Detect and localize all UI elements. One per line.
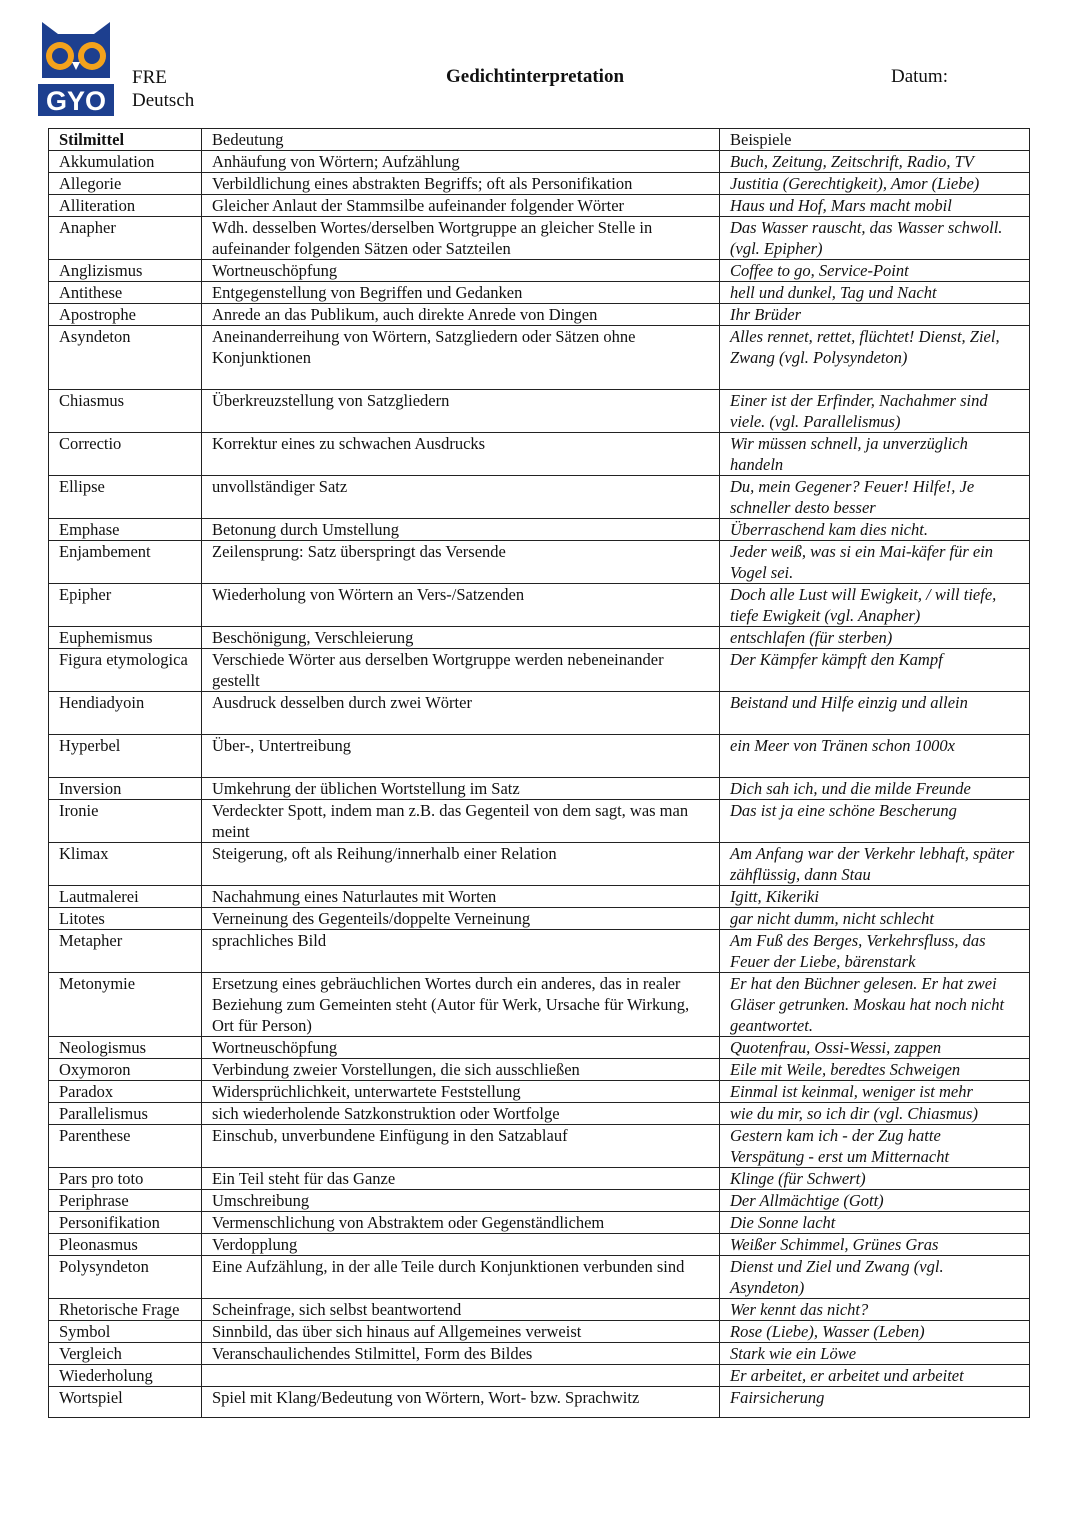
- bedeutung-cell: Ein Teil steht für das Ganze: [202, 1168, 720, 1190]
- bedeutung-cell: Zeilensprung: Satz überspringt das Versende: [202, 541, 720, 584]
- bedeutung-cell: sprachliches Bild: [202, 930, 720, 973]
- beispiel-cell: Am Fuß des Berges, Verkehrsfluss, das Feuer der Liebe, bärenstark: [720, 930, 1030, 973]
- stilmittel-cell: Parallelismus: [49, 1103, 202, 1125]
- beispiel-cell: Gestern kam ich - der Zug hatte Verspätung - erst um Mitternacht: [720, 1125, 1030, 1168]
- table-row: [49, 649, 1030, 692]
- stilmittel-cell: Pars pro toto: [49, 1168, 202, 1190]
- beispiel-cell: Du, mein Gegener? Feuer! Hilfe!, Je schneller desto besser: [720, 476, 1030, 519]
- table-row: [49, 1037, 1030, 1059]
- bedeutung-cell: Steigerung, oft als Reihung/innerhalb einer Relation: [202, 843, 720, 886]
- bedeutung-cell: Sinnbild, das über sich hinaus auf Allgemeines verweist: [202, 1321, 720, 1343]
- table-header-row: [49, 129, 1030, 151]
- table-row: [49, 1256, 1030, 1299]
- table-row: [49, 1387, 1030, 1418]
- bedeutung-cell: [202, 1365, 720, 1387]
- bedeutung-cell: Scheinfrage, sich selbst beantwortend: [202, 1299, 720, 1321]
- page-title: Gedichtinterpretation: [446, 66, 625, 87]
- table-row: [49, 260, 1030, 282]
- bedeutung-cell: Umkehrung der üblichen Wortstellung im Satz: [202, 778, 720, 800]
- table-row: [49, 476, 1030, 519]
- bedeutung-cell: unvollständiger Satz: [202, 476, 720, 519]
- stilmittel-cell: Apostrophe: [49, 304, 202, 326]
- stilmittel-cell: Chiasmus: [49, 390, 202, 433]
- beispiel-cell: Wer kennt das nicht?: [720, 1299, 1030, 1321]
- table-row: [49, 151, 1030, 173]
- school-code: FRE: [132, 67, 167, 88]
- stilmittel-cell: Antithese: [49, 282, 202, 304]
- stilmittel-cell: Figura etymologica: [49, 649, 202, 692]
- bedeutung-cell: Überkreuzstellung von Satzgliedern: [202, 390, 720, 433]
- table-row: [49, 1365, 1030, 1387]
- stilmittel-cell: Euphemismus: [49, 627, 202, 649]
- table-row: [49, 908, 1030, 930]
- beispiel-cell: Eile mit Weile, beredtes Schweigen: [720, 1059, 1030, 1081]
- stilmittel-cell: Wortspiel: [49, 1387, 202, 1418]
- bedeutung-cell: Vermenschlichung von Abstraktem oder Gegenständlichem: [202, 1212, 720, 1234]
- stilmittel-cell: Akkumulation: [49, 151, 202, 173]
- bedeutung-cell: Ersetzung eines gebräuchlichen Wortes durch ein anderes, das in realer Beziehung zum Gemeinten steht (Autor für Werk, Ursache für Wirkung, Ort für Person): [202, 973, 720, 1037]
- bedeutung-cell: Verneinung des Gegenteils/doppelte Verneinung: [202, 908, 720, 930]
- stilmittel-cell: Inversion: [49, 778, 202, 800]
- column-header-bedeutung: Bedeutung: [202, 129, 720, 151]
- beispiel-cell: Klinge (für Schwert): [720, 1168, 1030, 1190]
- stilmittel-cell: Symbol: [49, 1321, 202, 1343]
- table-row: [49, 735, 1030, 778]
- stilmittel-cell: Metonymie: [49, 973, 202, 1037]
- beispiel-cell: Alles rennet, rettet, flüchtet! Dienst, Ziel, Zwang (vgl. Polysyndeton): [720, 326, 1030, 390]
- beispiel-cell: Ihr Brüder: [720, 304, 1030, 326]
- beispiel-cell: Am Anfang war der Verkehr lebhaft, später zähflüssig, dann Stau: [720, 843, 1030, 886]
- bedeutung-cell: Wortneuschöpfung: [202, 1037, 720, 1059]
- owl-logo: [36, 18, 116, 118]
- table-row: [49, 195, 1030, 217]
- stilmittel-cell: Oxymoron: [49, 1059, 202, 1081]
- table-row: [49, 1212, 1030, 1234]
- bedeutung-cell: Wortneuschöpfung: [202, 260, 720, 282]
- stilmittel-cell: Emphase: [49, 519, 202, 541]
- bedeutung-cell: Beschönigung, Verschleierung: [202, 627, 720, 649]
- beispiel-cell: ein Meer von Tränen schon 1000x: [720, 735, 1030, 778]
- stilmittel-cell: Vergleich: [49, 1343, 202, 1365]
- beispiel-cell: Rose (Liebe), Wasser (Leben): [720, 1321, 1030, 1343]
- table-row: [49, 800, 1030, 843]
- bedeutung-cell: Aneinanderreihung von Wörtern, Satzgliedern oder Sätzen ohne Konjunktionen: [202, 326, 720, 390]
- stilmittel-cell: Neologismus: [49, 1037, 202, 1059]
- stilmittel-cell: Epipher: [49, 584, 202, 627]
- table-row: [49, 930, 1030, 973]
- stilmittel-cell: Allegorie: [49, 173, 202, 195]
- stilmittel-cell: Litotes: [49, 908, 202, 930]
- bedeutung-cell: Verbildlichung eines abstrakten Begriffs; oft als Personifikation: [202, 173, 720, 195]
- table-row: [49, 1299, 1030, 1321]
- stilmittel-cell: Rhetorische Frage: [49, 1299, 202, 1321]
- bedeutung-cell: Spiel mit Klang/Bedeutung von Wörtern, Wort- bzw. Sprachwitz: [202, 1387, 720, 1418]
- stilmittel-cell: Hyperbel: [49, 735, 202, 778]
- table-row: [49, 692, 1030, 735]
- table-row: [49, 1125, 1030, 1168]
- table-row: [49, 584, 1030, 627]
- table-row: [49, 1234, 1030, 1256]
- stilmittel-cell: Alliteration: [49, 195, 202, 217]
- beispiel-cell: Der Kämpfer kämpft den Kampf: [720, 649, 1030, 692]
- bedeutung-cell: sich wiederholende Satzkonstruktion oder Wortfolge: [202, 1103, 720, 1125]
- beispiel-cell: Fairsicherung: [720, 1387, 1030, 1418]
- table-row: [49, 217, 1030, 260]
- beispiel-cell: hell und dunkel, Tag und Nacht: [720, 282, 1030, 304]
- subject: Deutsch: [132, 90, 195, 111]
- beispiel-cell: Coffee to go, Service-Point: [720, 260, 1030, 282]
- stilmittel-cell: Ironie: [49, 800, 202, 843]
- bedeutung-cell: Gleicher Anlaut der Stammsilbe aufeinander folgender Wörter: [202, 195, 720, 217]
- beispiel-cell: Beistand und Hilfe einzig und allein: [720, 692, 1030, 735]
- stilmittel-cell: Polysyndeton: [49, 1256, 202, 1299]
- bedeutung-cell: Verbindung zweier Vorstellungen, die sich ausschließen: [202, 1059, 720, 1081]
- stilmittel-cell: Paradox: [49, 1081, 202, 1103]
- bedeutung-cell: Wiederholung von Wörtern an Vers-/Satzenden: [202, 584, 720, 627]
- table-row: [49, 390, 1030, 433]
- table-row: [49, 1103, 1030, 1125]
- bedeutung-cell: Verdopplung: [202, 1234, 720, 1256]
- bedeutung-cell: Ausdruck desselben durch zwei Wörter: [202, 692, 720, 735]
- beispiel-cell: Der Allmächtige (Gott): [720, 1190, 1030, 1212]
- table-row: [49, 282, 1030, 304]
- bedeutung-cell: Verschiede Wörter aus derselben Wortgruppe werden nebeneinander gestellt: [202, 649, 720, 692]
- stilmittel-cell: Wiederholung: [49, 1365, 202, 1387]
- column-header-stilmittel: Stilmittel: [49, 129, 202, 151]
- bedeutung-cell: Umschreibung: [202, 1190, 720, 1212]
- stilmittel-cell: Metapher: [49, 930, 202, 973]
- bedeutung-cell: Korrektur eines zu schwachen Ausdrucks: [202, 433, 720, 476]
- beispiel-cell: Haus und Hof, Mars macht mobil: [720, 195, 1030, 217]
- beispiel-cell: Dich sah ich, und die milde Freunde: [720, 778, 1030, 800]
- table-row: [49, 1081, 1030, 1103]
- beispiel-cell: Das Wasser rauscht, das Wasser schwoll. (vgl. Epipher): [720, 217, 1030, 260]
- table-row: [49, 1190, 1030, 1212]
- beispiel-cell: Quotenfrau, Ossi-Wessi, zappen: [720, 1037, 1030, 1059]
- beispiel-cell: Einer ist der Erfinder, Nachahmer sind viele. (vgl. Parallelismus): [720, 390, 1030, 433]
- beispiel-cell: Das ist ja eine schöne Bescherung: [720, 800, 1030, 843]
- beispiel-cell: entschlafen (für sterben): [720, 627, 1030, 649]
- beispiel-cell: Er arbeitet, er arbeitet und arbeitet: [720, 1365, 1030, 1387]
- beispiel-cell: Die Sonne lacht: [720, 1212, 1030, 1234]
- beispiel-cell: Dienst und Ziel und Zwang (vgl. Asyndeton): [720, 1256, 1030, 1299]
- table-row: [49, 519, 1030, 541]
- stilmittel-cell: Pleonasmus: [49, 1234, 202, 1256]
- stilmittel-cell: Asyndeton: [49, 326, 202, 390]
- stilmittel-cell: Hendiadyoin: [49, 692, 202, 735]
- beispiel-cell: Igitt, Kikeriki: [720, 886, 1030, 908]
- stilmittel-cell: Ellipse: [49, 476, 202, 519]
- bedeutung-cell: Einschub, unverbundene Einfügung in den Satzablauf: [202, 1125, 720, 1168]
- table-row: [49, 1059, 1030, 1081]
- bedeutung-cell: Betonung durch Umstellung: [202, 519, 720, 541]
- table-row: [49, 973, 1030, 1037]
- stilmittel-cell: Enjambement: [49, 541, 202, 584]
- bedeutung-cell: Eine Aufzählung, in der alle Teile durch Konjunktionen verbunden sind: [202, 1256, 720, 1299]
- beispiel-cell: Er hat den Büchner gelesen. Er hat zwei Gläser getrunken. Moskau hat noch nicht geantwortet.: [720, 973, 1030, 1037]
- stilmittel-cell: Correctio: [49, 433, 202, 476]
- stilmittel-cell: Parenthese: [49, 1125, 202, 1168]
- table-row: [49, 541, 1030, 584]
- beispiel-cell: Weißer Schimmel, Grünes Gras: [720, 1234, 1030, 1256]
- stilmittel-cell: Anapher: [49, 217, 202, 260]
- page-header: [0, 0, 1080, 125]
- bedeutung-cell: Widersprüchlichkeit, unterwartete Feststellung: [202, 1081, 720, 1103]
- table-row: [49, 304, 1030, 326]
- table-row: [49, 173, 1030, 195]
- bedeutung-cell: Anhäufung von Wörtern; Aufzählung: [202, 151, 720, 173]
- bedeutung-cell: Über-, Untertreibung: [202, 735, 720, 778]
- beispiel-cell: wie du mir, so ich dir (vgl. Chiasmus): [720, 1103, 1030, 1125]
- table-row: [49, 627, 1030, 649]
- table-row: [49, 326, 1030, 390]
- stilmittel-cell: Lautmalerei: [49, 886, 202, 908]
- beispiel-cell: Buch, Zeitung, Zeitschrift, Radio, TV: [720, 151, 1030, 173]
- column-header-beispiele: Beispiele: [720, 129, 1030, 151]
- table-row: [49, 778, 1030, 800]
- table-row: [49, 1343, 1030, 1365]
- bedeutung-cell: Veranschaulichendes Stilmittel, Form des Bildes: [202, 1343, 720, 1365]
- bedeutung-cell: Verdeckter Spott, indem man z.B. das Gegenteil von dem sagt, was man meint: [202, 800, 720, 843]
- beispiel-cell: Einmal ist keinmal, weniger ist mehr: [720, 1081, 1030, 1103]
- beispiel-cell: Stark wie ein Löwe: [720, 1343, 1030, 1365]
- stilmittel-cell: Periphrase: [49, 1190, 202, 1212]
- logo-text: GYO: [45, 86, 107, 116]
- school-info: [132, 66, 194, 112]
- beispiel-cell: Wir müssen schnell, ja unverzüglich handeln: [720, 433, 1030, 476]
- date-label: Datum:: [891, 66, 948, 87]
- beispiel-cell: Doch alle Lust will Ewigkeit, / will tiefe, tiefe Ewigkeit (vgl. Anapher): [720, 584, 1030, 627]
- table-row: [49, 843, 1030, 886]
- beispiel-cell: gar nicht dumm, nicht schlecht: [720, 908, 1030, 930]
- table-row: [49, 1168, 1030, 1190]
- bedeutung-cell: Entgegenstellung von Begriffen und Gedanken: [202, 282, 720, 304]
- table-row: [49, 886, 1030, 908]
- table-row: [49, 433, 1030, 476]
- table-row: [49, 1321, 1030, 1343]
- beispiel-cell: Überraschend kam dies nicht.: [720, 519, 1030, 541]
- stilmittel-cell: Anglizismus: [49, 260, 202, 282]
- stilmittel-cell: Personifikation: [49, 1212, 202, 1234]
- beispiel-cell: Jeder weiß, was si ein Mai-käfer für ein Vogel sei.: [720, 541, 1030, 584]
- bedeutung-cell: Nachahmung eines Naturlautes mit Worten: [202, 886, 720, 908]
- table-body: [49, 151, 1030, 1418]
- bedeutung-cell: Anrede an das Publikum, auch direkte Anrede von Dingen: [202, 304, 720, 326]
- beispiel-cell: Justitia (Gerechtigkeit), Amor (Liebe): [720, 173, 1030, 195]
- stilmittel-cell: Klimax: [49, 843, 202, 886]
- stilmittel-table: [48, 128, 1030, 1418]
- bedeutung-cell: Wdh. desselben Wortes/derselben Wortgruppe an gleicher Stelle in aufeinander folgenden Sätzen oder Satzteilen: [202, 217, 720, 260]
